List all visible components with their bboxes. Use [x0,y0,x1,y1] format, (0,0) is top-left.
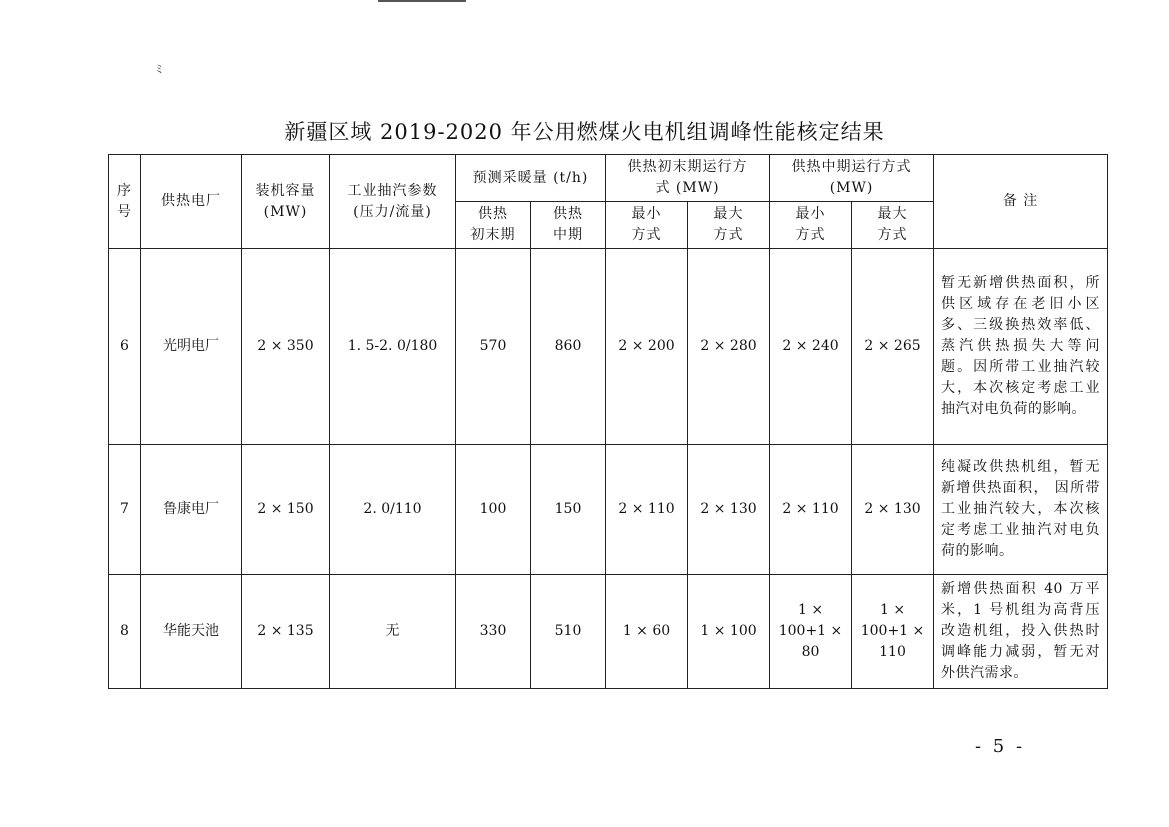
cell-mid-max: 2 × 265 [852,249,934,445]
cell-mid-min: 2 × 240 [770,249,852,445]
cell-el-min: 2 × 110 [606,445,688,575]
cell-heat-mid: 510 [531,575,606,689]
cell-steam: 无 [330,575,456,689]
header-sub-min2: 最小 方式 [770,202,852,249]
cell-seq: 8 [109,575,141,689]
table-row [109,249,1108,445]
header-steam: 工业抽汽参数 (压力/流量) [330,155,456,249]
header-sub-max2: 最大 方式 [852,202,934,249]
cell-heat-mid: 150 [531,445,606,575]
results-table [108,154,1108,689]
cell-capacity: 2 × 135 [242,575,330,689]
cell-el-min: 1 × 60 [606,575,688,689]
header-row-1 [109,155,1108,202]
cell-remarks: 纯凝改供热机组，暂无新增供热面积， 因所带工业抽汽较大，本次核定考虑工业抽汽对电负荷的影响。 [934,445,1108,575]
header-remarks: 备 注 [934,155,1108,249]
cell-heat-early: 330 [456,575,531,689]
table-row [109,575,1108,689]
cell-steam: 1. 5-2. 0/180 [330,249,456,445]
cell-seq: 7 [109,445,141,575]
cell-mid-max: 2 × 130 [852,445,934,575]
page-number: - 5 - [975,736,1026,757]
header-sub-mid: 供热 中期 [531,202,606,249]
header-sub-max1: 最大 方式 [688,202,770,249]
header-sub-min1: 最小 方式 [606,202,688,249]
cell-mid-max: 1 × 100+1 × 110 [852,575,934,689]
cell-heat-mid: 860 [531,249,606,445]
cell-mid-min: 1 × 100+1 × 80 [770,575,852,689]
header-mid: 供热中期运行方式 (MW) [770,155,934,202]
cell-remarks: 新增供热面积 40 万平米，1 号机组为高背压改造机组，投入供热时调峰能力减弱，暂无对外供汽需求。 [934,575,1108,689]
cell-seq: 6 [109,249,141,445]
cell-remarks: 暂无新增供热面积，所供区域存在老旧小区多、三级换热效率低、蒸汽供热损失大等问题。因所带工业抽汽较大，本次核定考虑工业抽汽对电负荷的影响。 [934,249,1108,445]
document-title: 新疆区域 2019-2020 年公用燃煤火电机组调峰性能核定结果 [284,120,885,144]
cell-plant: 光明电厂 [141,249,242,445]
cell-heat-early: 100 [456,445,531,575]
cell-el-max: 2 × 280 [688,249,770,445]
cell-el-max: 2 × 130 [688,445,770,575]
cell-el-max: 1 × 100 [688,575,770,689]
header-capacity: 装机容量 (MW) [242,155,330,249]
header-seq: 序 号 [109,155,141,249]
cell-heat-early: 570 [456,249,531,445]
handwritten-mark: ﾐ [156,62,163,76]
cell-plant: 鲁康电厂 [141,445,242,575]
cell-el-min: 2 × 200 [606,249,688,445]
top-edge-line [378,0,466,2]
table-row [109,445,1108,575]
cell-capacity: 2 × 150 [242,445,330,575]
header-heat-forecast: 预测采暖量 (t/h) [456,155,606,202]
header-early-late: 供热初末期运行方 式 (MW) [606,155,770,202]
cell-capacity: 2 × 350 [242,249,330,445]
cell-mid-min: 2 × 110 [770,445,852,575]
header-sub-early-late: 供热 初末期 [456,202,531,249]
header-plant: 供热电厂 [141,155,242,249]
cell-steam: 2. 0/110 [330,445,456,575]
cell-plant: 华能天池 [141,575,242,689]
